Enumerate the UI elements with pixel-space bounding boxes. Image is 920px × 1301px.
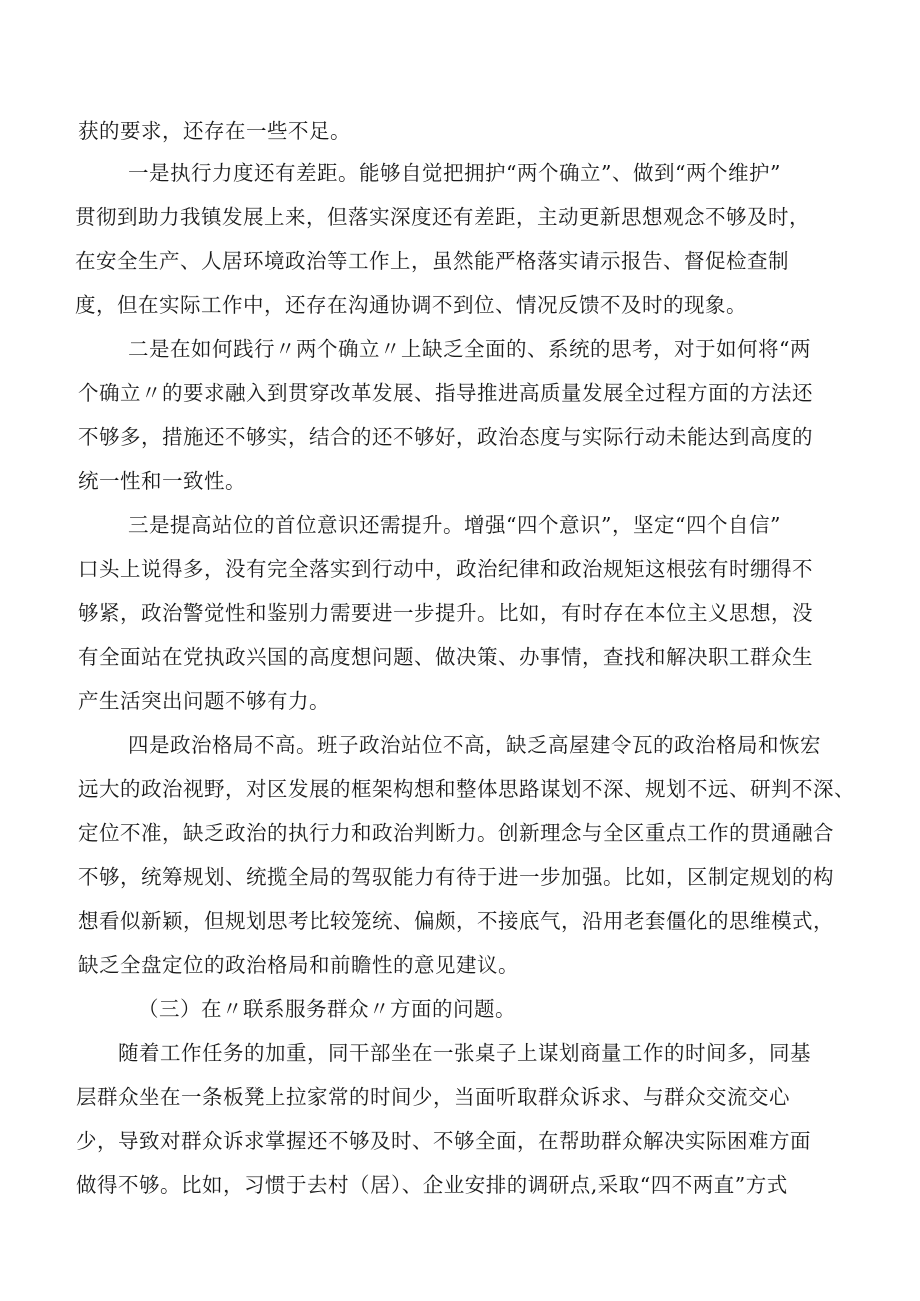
text-line: 度，但在实际工作中，还存在沟通协调不到位、情况反馈不及时的现象。 <box>75 293 747 317</box>
text-line: 统一性和一致性。 <box>78 469 246 493</box>
text-line: 层群众坐在一条板凳上拉家常的时间少，当面听取群众诉求、与群众交流交心 <box>76 1085 790 1109</box>
paragraph-first-line: 随着工作任务的加重，同干部坐在一张桌子上谋划商量工作的时间多，同基 <box>118 1041 811 1065</box>
paragraph-first-line: 二是在如何践行〃两个确立〃上缺乏全面的、系统的思考，对于如何将“两 <box>128 337 811 361</box>
text-line: 不够多，措施还不够实，结合的还不够好，政治态度与实际行动未能达到高度的 <box>78 425 813 449</box>
paragraph-first-line: 三是提高站位的首位意识还需提升。增强“四个意识”，坚定“四个自信” <box>128 513 781 537</box>
text-line: 定位不准，缺乏政治的执行力和政治判断力。创新理念与全区重点工作的贯通融合 <box>78 821 834 845</box>
text-line: 产生活突出问题不够有力。 <box>78 689 330 713</box>
text-line: 少，导致对群众诉求掌握还不够及时、不够全面，在帮助群众解决实际困难方面 <box>76 1129 811 1153</box>
text-line: 想看似新颖，但规划思考比较笼统、偏颇，不接底气，沿用老套僵化的思维模式， <box>78 909 834 933</box>
section-heading: （三）在〃联系服务群众〃方面的问题。 <box>138 997 516 1021</box>
paragraph-first-line: 四是政治格局不高。班子政治站位不高，缺乏高屋建令瓦的政治格局和恢宏 <box>128 733 821 757</box>
text-line: 做得不够。比如，习惯于去村（居）、企业安排的调研点,采取“四不两直”方式 <box>76 1173 788 1197</box>
text-line: 够紧，政治警觉性和鉴别力需要进一步提升。比如，有时存在本位主义思想，没 <box>78 601 813 625</box>
text-line: 不够，统筹规划、统揽全局的驾驭能力有待于进一步加强。比如，区制定规划的构 <box>78 865 834 889</box>
text-line: 贯彻到助力我镇发展上来，但落实深度还有差距，主动更新思想观念不够及时， <box>75 205 810 229</box>
text-line: 在安全生产、人居环境政治等工作上，虽然能严格落实请示报告、督促检查制 <box>75 249 789 273</box>
text-line: 远大的政治视野，对区发展的框架构想和整体思路谋划不深、规划不远、研判不深、 <box>78 777 855 801</box>
text-line: 口头上说得多，没有完全落实到行动中，政治纪律和政治规矩这根弦有时绷得不 <box>78 557 813 581</box>
text-line: 个确立〃的要求融入到贯穿改革发展、指导推进高质量发展全过程方面的方法还 <box>78 381 813 405</box>
text-line: 获的要求，还存在一些不足。 <box>78 119 351 143</box>
text-line: 有全面站在党执政兴国的高度想问题、做决策、办事情，查找和解决职工群众生 <box>78 645 813 669</box>
paragraph-first-line: 一是执行力度还有差距。能够自觉把拥护“两个确立”、做到“两个维护” <box>128 161 781 185</box>
text-line: 缺乏全盘定位的政治格局和前瞻性的意见建议。 <box>78 953 519 977</box>
